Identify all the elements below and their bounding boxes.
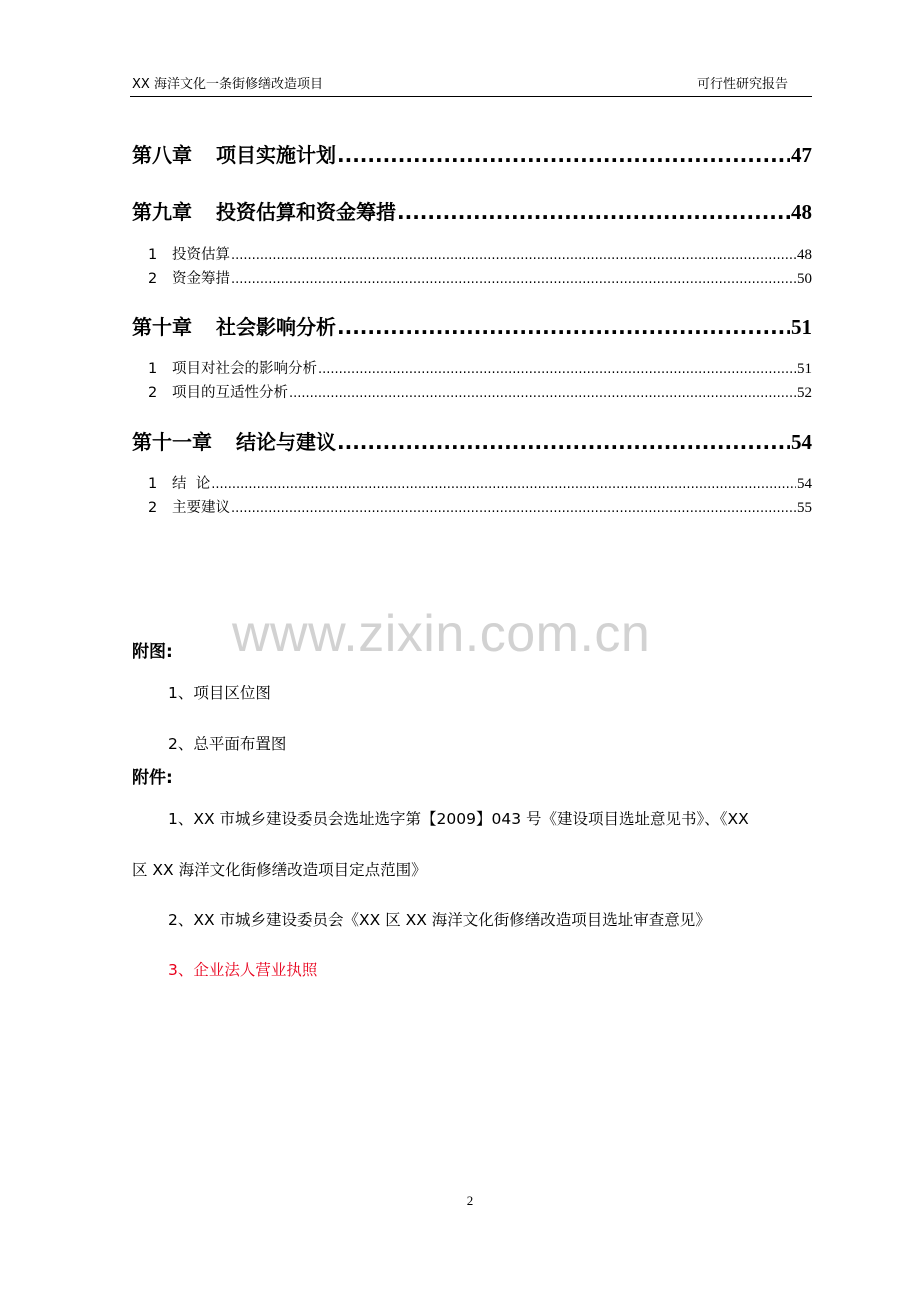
toc-leader-dots — [318, 359, 796, 380]
toc-leader-dots — [289, 383, 796, 404]
toc-section-11-2[interactable] — [132, 498, 812, 518]
chapter-title: 社会影响分析 — [216, 315, 336, 339]
toc-chapter-10[interactable] — [132, 313, 812, 341]
figure-item-2: 2、总平面布置图 — [168, 735, 287, 753]
attachment-item-3: 3、企业法人营业执照 — [168, 961, 318, 979]
attachments-heading: 附件: — [132, 768, 173, 788]
section-page-number: 48 — [797, 247, 812, 263]
toc-section-10-2[interactable] — [132, 383, 812, 403]
attachment-item-1-line-2: 区 XX 海洋文化街修缮改造项目定点范围》 — [132, 861, 427, 879]
section-number: 2 — [148, 500, 158, 516]
header-divider — [130, 96, 812, 97]
section-number: 2 — [148, 271, 158, 287]
section-number: 2 — [148, 385, 158, 401]
toc-leader-dots — [337, 428, 790, 456]
toc-section-9-1[interactable] — [132, 245, 812, 265]
toc-leader-dots — [337, 141, 790, 169]
attachment-item-2: 2、XX 市城乡建设委员会《XX 区 XX 海洋文化街修缮改造项目选址审查意见》 — [168, 911, 711, 929]
toc-leader-dots — [211, 474, 796, 495]
chapter-page-number: 48 — [791, 200, 812, 224]
header-document-title: XX 海洋文化一条街修缮改造项目 — [132, 77, 323, 92]
chapter-page-number: 51 — [791, 315, 812, 339]
section-page-number: 50 — [797, 271, 812, 287]
chapter-number: 第八章 — [132, 143, 192, 167]
section-title: 投资估算 — [172, 247, 230, 263]
section-title: 项目的互适性分析 — [172, 385, 288, 401]
chapter-number: 第九章 — [132, 200, 192, 224]
toc-leader-dots — [397, 198, 790, 226]
figures-heading: 附图: — [132, 642, 173, 662]
page-number: 2 — [466, 1193, 474, 1208]
toc-section-10-1[interactable] — [132, 359, 812, 379]
header-report-type: 可行性研究报告 — [696, 77, 788, 92]
toc-section-9-2[interactable] — [132, 269, 812, 289]
toc-section-11-1[interactable] — [132, 474, 812, 494]
chapter-title: 投资估算和资金筹措 — [216, 200, 396, 224]
chapter-number: 第十一章 — [132, 430, 212, 454]
toc-leader-dots — [337, 313, 790, 341]
section-page-number: 54 — [797, 476, 812, 492]
chapter-page-number: 47 — [791, 143, 812, 167]
watermark-text: www.zixin.com.cn — [232, 605, 651, 663]
chapter-number: 第十章 — [132, 315, 192, 339]
section-number: 1 — [148, 361, 158, 377]
toc-leader-dots — [231, 269, 796, 290]
toc-chapter-9[interactable] — [132, 198, 812, 226]
section-title: 主要建议 — [172, 500, 230, 516]
toc-chapter-8[interactable] — [132, 141, 812, 169]
toc-leader-dots — [231, 245, 796, 266]
section-title: 结 论 — [172, 476, 211, 492]
section-page-number: 52 — [797, 385, 812, 401]
section-number: 1 — [148, 247, 158, 263]
chapter-title: 项目实施计划 — [216, 143, 336, 167]
chapter-page-number: 54 — [791, 430, 812, 454]
attachment-item-1-line-1: 1、XX 市城乡建设委员会选址选字第【2009】043 号《建设项目选址意见书》、《XX — [168, 810, 749, 828]
chapter-title: 结论与建议 — [236, 430, 336, 454]
section-page-number: 51 — [797, 361, 812, 377]
section-title: 项目对社会的影响分析 — [172, 361, 317, 377]
toc-chapter-11[interactable] — [132, 428, 812, 456]
section-number: 1 — [148, 476, 158, 492]
section-page-number: 55 — [797, 500, 812, 516]
section-title: 资金筹措 — [172, 271, 230, 287]
toc-leader-dots — [231, 498, 796, 519]
figure-item-1: 1、项目区位图 — [168, 684, 271, 702]
